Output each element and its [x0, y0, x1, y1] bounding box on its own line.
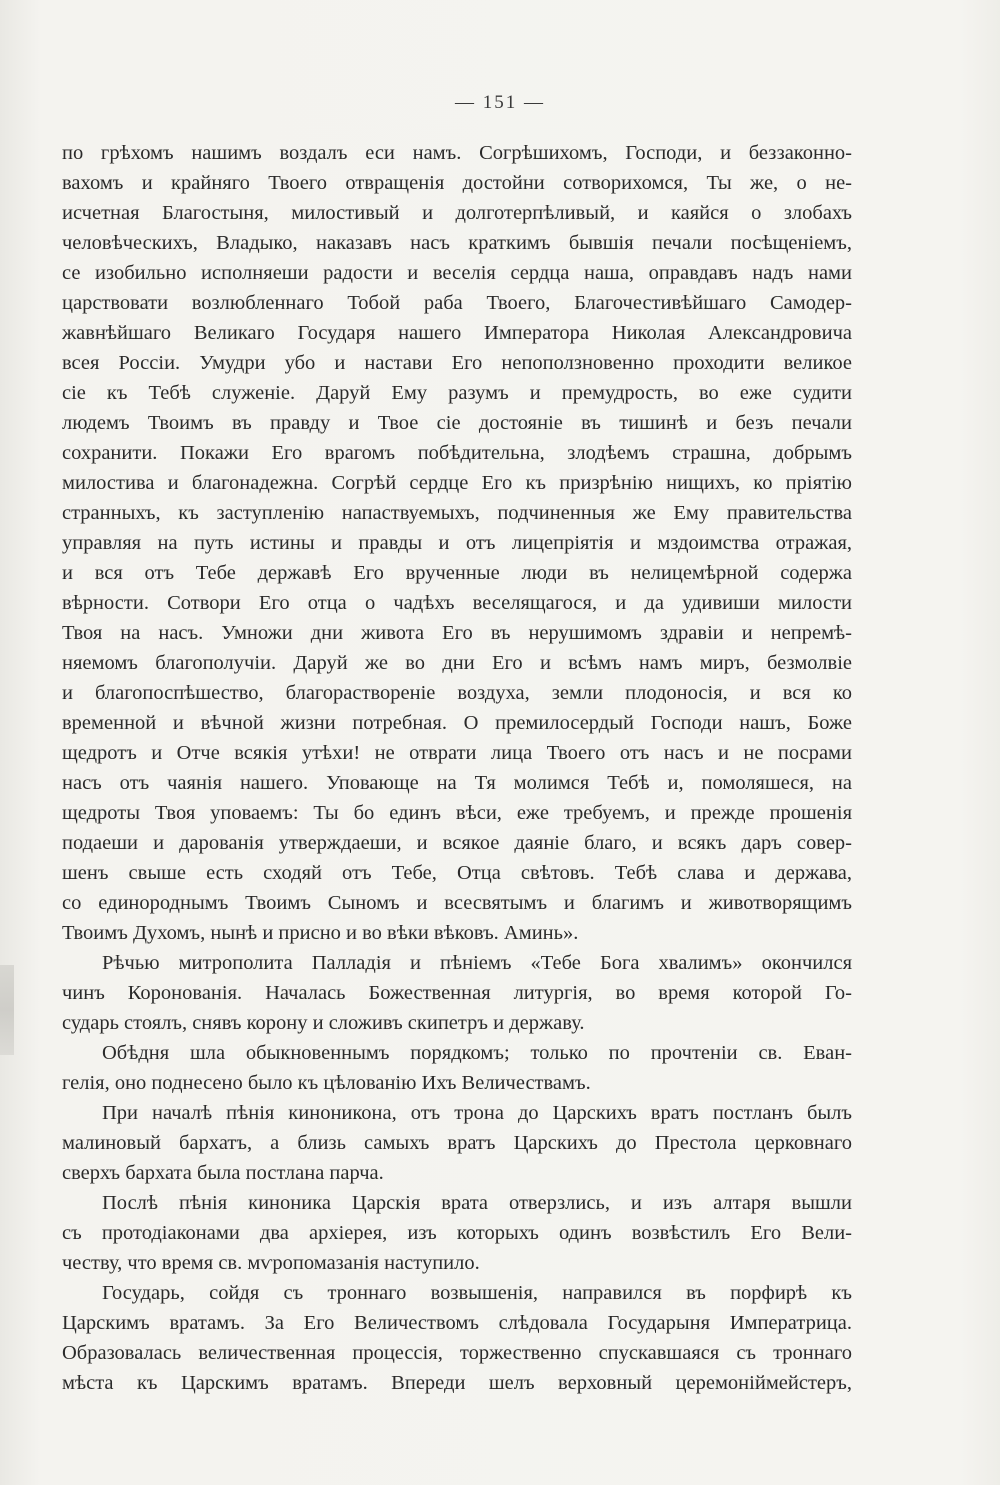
text-line: щедротъ и Отче всякія утѣхи! не отврати лица Твоего отъ насъ и не посрами [62, 742, 852, 764]
text-line: исчетная Благостыня, милостивый и долготерпѣливый, и каяйся о злобахъ [62, 202, 852, 224]
text-line: вахомъ и крайняго Твоего отвращенія достойни сотворихомся, Ты же, о не- [62, 172, 852, 194]
text-line: насъ отъ чаянія нашего. Уповающе на Тя молимся Тебѣ и, помоляшеся, на [62, 772, 852, 794]
text-line: царствовати возлюбленнаго Тобой раба Твоего, Благочестивѣйшаго Самодер- [62, 292, 852, 314]
text-line: мѣста къ Царскимъ вратамъ. Впереди шелъ верховный церемоніймейстеръ, [62, 1372, 852, 1394]
text-line: Образовалась величественная процессія, торжественно спускавшаяся съ троннаго [62, 1342, 852, 1364]
page-edge-shadow [0, 965, 14, 1055]
text-line: честву, что время св. мѵропомазанія наступило. [62, 1252, 480, 1274]
text-line: сіе къ Тебѣ служеніе. Даруй Ему разумъ и премудрость, во еже судити [62, 382, 852, 404]
text-line: странныхъ, къ заступленію напаствуемыхъ, подчиненныя же Ему правительства [62, 502, 852, 524]
text-line: При началѣ пѣнія кинониконa, отъ трона до Царскихъ вратъ постланъ былъ [102, 1102, 852, 1124]
text-line: Твоимъ Духомъ, нынѣ и присно и во вѣки вѣковъ. Аминь». [62, 922, 579, 944]
text-line: со единороднымъ Твоимъ Сыномъ и всесвятымъ и благимъ и животворящимъ [62, 892, 852, 914]
text-line: вѣрности. Сотвори Его отца о чадѣхъ веселящагося, и да удивиши милости [62, 592, 852, 614]
text-line: Государь, сойдя съ троннаго возвышенія, направился въ порфирѣ къ [102, 1282, 852, 1304]
text-line: чинъ Коронованія. Началась Божественная литургія, во время которой Го- [62, 982, 852, 1004]
body-text [62, 138, 852, 1398]
text-line: по грѣхомъ нашимъ воздалъ еси намъ. Согрѣшихомъ, Господи, и беззаконно- [62, 142, 852, 164]
text-line: съ протодіаконами два архіерея, изъ которыхъ одинъ возвѣстилъ Его Вели- [62, 1222, 852, 1244]
text-line: человѣческихъ, Владыко, наказавъ насъ краткимъ бывшія печали посѣщеніемъ, [62, 232, 852, 254]
text-line: Царскимъ вратамъ. За Его Величествомъ слѣдовала Государыня Императрица. [62, 1312, 852, 1334]
text-line: управляя на путь истины и правды и отъ лицепріятія и мздоимства отражая, [62, 532, 852, 554]
page-number: — 151 — [455, 92, 545, 113]
text-line: се изобильно исполняеши радости и веселія сердца наша, оправдавъ надъ нами [62, 262, 852, 284]
text-line: Рѣчью митрополита Палладія и пѣніемъ «Тебе Бога хвалимъ» окончился [102, 952, 852, 974]
text-line: малиновый бархатъ, а близь самыхъ вратъ Царскихъ до Престола церковнаго [62, 1132, 852, 1154]
text-line: Послѣ пѣнія киноника Царскія врата отверзлись, и изъ алтаря вышли [102, 1192, 852, 1214]
text-line: сударь стоялъ, снявъ корону и сложивъ скипетръ и державу. [62, 1012, 585, 1034]
text-line: Твоя на насъ. Умножи дни живота Его въ нерушимомъ здравіи и непремѣ- [62, 622, 852, 644]
text-line: няемомъ благополучіи. Даруй же во дни Его и всѣмъ намъ миръ, безмолвіе [62, 652, 852, 674]
text-line: и вся отъ Тебе державѣ Его врученные люди въ нелицемѣрной содержа [62, 562, 852, 584]
text-line: сохранити. Покажи Его врагомъ побѣдительна, злодѣемъ страшна, добрымъ [62, 442, 852, 464]
text-line: милостива и благонадежна. Согрѣй сердце Его къ призрѣнію нищихъ, ко пріятію [62, 472, 852, 494]
text-line: жавнѣйшаго Великаго Государя нашего Императора Николая Александровича [62, 322, 852, 344]
text-line: сверхъ бархата была постлана парча. [62, 1162, 384, 1184]
text-line: шенъ свыше есть сходяй отъ Тебе, Отца свѣтовъ. Тебѣ слава и держава, [62, 862, 852, 884]
text-line: подаеши и дарованія утверждаеши, и всякое даяніе благо, и всякъ даръ совер- [62, 832, 852, 854]
text-line: всея Россіи. Умудри убо и настави Его непоползновенно проходити великое [62, 352, 852, 374]
text-line: Обѣдня шла обыкновеннымъ порядкомъ; только по прочтеніи св. Еван- [102, 1042, 852, 1064]
text-line: щедроты Твоя уповаемъ: Ты бо единъ вѣси, еже требуемъ, и прежде прошенія [62, 802, 852, 824]
text-line: временной и вѣчной жизни потребная. О премилосердый Господи нашъ, Боже [62, 712, 852, 734]
text-line: людемъ Твоимъ въ правду и Твое сіе достояніе въ тишинѣ и безъ печали [62, 412, 852, 434]
text-line: и благопоспѣшество, благораствореніе воздуха, земли плодоносія, и вся ко [62, 682, 852, 704]
text-line: гелія, оно поднесено было къ цѣлованію Ихъ Величествамъ. [62, 1072, 591, 1094]
